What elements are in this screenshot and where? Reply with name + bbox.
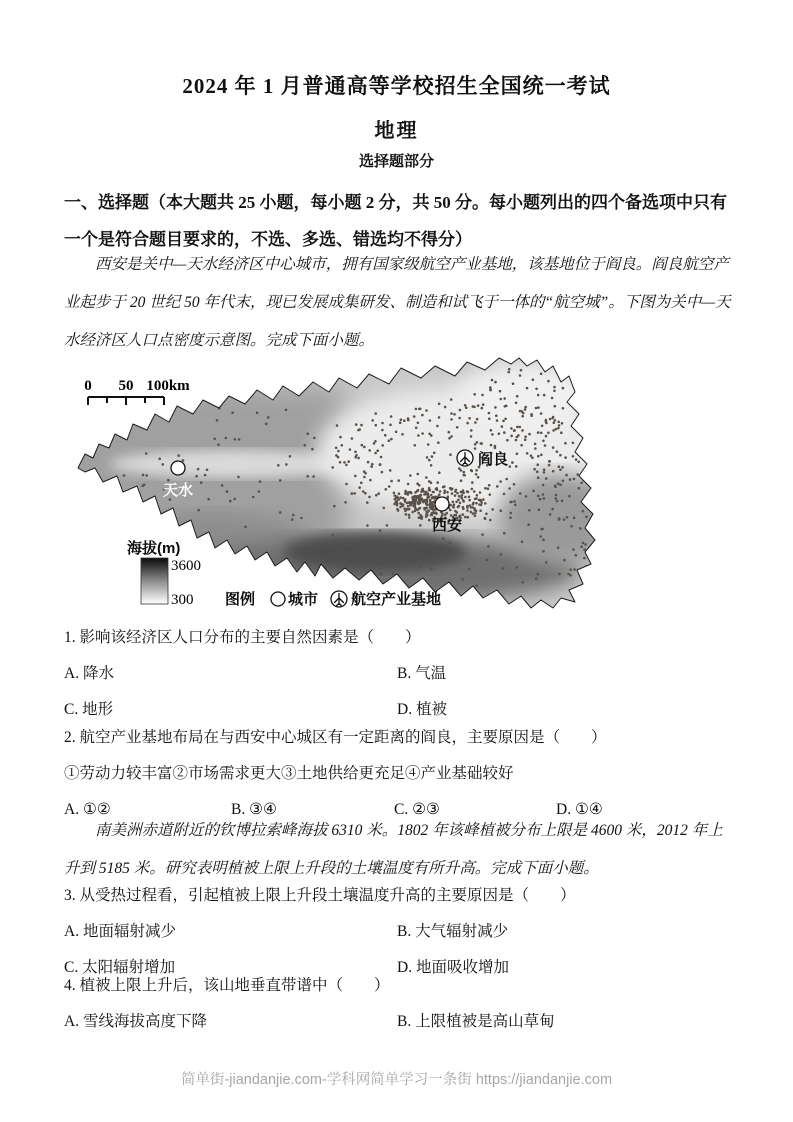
city-marker-tianshui	[171, 461, 185, 475]
elevation-max: 3600	[171, 558, 201, 574]
elevation-min: 300	[171, 592, 194, 608]
elevation-gradient-bar	[141, 558, 168, 604]
page-title: 2024 年 1 月普通高等学校招生全国统一考试	[182, 74, 611, 98]
legend-base-label: 航空产业基地	[351, 591, 442, 608]
section-title: 选择题部分	[358, 154, 434, 170]
question-4-option-a: A. 雪线海拔高度下降	[64, 1013, 207, 1030]
question-3-option-b: B. 大气辐射减少	[397, 923, 509, 940]
question-2-option-b: B. ③④	[231, 801, 277, 818]
elevation-title: 海拔(m)	[127, 540, 181, 557]
footer-watermark	[0, 1068, 793, 1089]
question-1	[64, 620, 736, 728]
question-1-option-a: A. 降水	[64, 665, 114, 682]
scale-bar	[88, 397, 164, 405]
passage-1: 西安是关中—天水经济区中心城市，拥有国家级航空产业基地，该基地位于阎良。阎良航空产业起步于 20 世纪 50 年代末，现已发展成集研发、制造和试飞于一体的“航空城”。下图为关中—天水经济区人口点密度示意图。完成下面小题。	[64, 256, 731, 349]
city-marker-xian	[435, 497, 449, 511]
population-density-map	[75, 356, 635, 620]
subject-title: 地理	[374, 120, 419, 142]
scale-label-0: 0	[84, 378, 92, 394]
instructions: 一、选择题（本大题共 25 小题，每小题 2 分，共 50 分。每小题列出的四个备选项中只有一个是符合题目要求的，不选、多选、错选均不得分）	[64, 193, 727, 249]
question-4-option-b: B. 上限植被是高山草甸	[397, 1013, 555, 1030]
question-2-stem: 2. 航空产业基地布局在与西安中心城区有一定距离的阎良，主要原因是（ ）	[64, 729, 607, 746]
question-1-stem: 1. 影响该经济区人口分布的主要自然因素是（ ）	[64, 629, 421, 646]
question-4-stem: 4. 植被上限上升后，该山地垂直带谱中（ ）	[64, 977, 390, 994]
scale-label-50: 50	[118, 378, 134, 394]
legend-city-label: 城市	[288, 591, 319, 608]
city-label-yanliang: 阎良	[478, 451, 509, 468]
question-3-option-c: C. 太阳辐射增加	[64, 959, 176, 976]
question-2-option-c: C. ②③	[394, 801, 440, 818]
city-label-xian: 西安	[431, 517, 463, 534]
city-label-tianshui: 天水	[162, 482, 194, 499]
question-3-option-a: A. 地面辐射减少	[64, 923, 176, 940]
map-figure	[75, 356, 635, 620]
footer-link[interactable]: 简单街-jiandanjie.com-学科网简单学习一条街 https://jiandanjie.com	[180, 1072, 613, 1088]
elevation-legend	[127, 539, 201, 608]
question-1-option-c: C. 地形	[64, 701, 114, 718]
scale-label-100km: 100km	[146, 378, 190, 394]
question-1-option-b: B. 气温	[397, 665, 447, 682]
question-2-choices-line: ①劳动力较丰富②市场需求更大③土地供给更充足④产业基础较好	[64, 765, 514, 782]
legend-title: 图例	[225, 591, 256, 608]
question-1-option-d: D. 植被	[397, 701, 447, 718]
question-3-stem: 3. 从受热过程看，引起植被上限上升段土壤温度升高的主要原因是（ ）	[64, 887, 576, 904]
aviation-base-marker-yanliang	[457, 450, 473, 466]
city-legend-icon	[271, 592, 285, 606]
question-2-option-a: A. ①②	[64, 801, 111, 818]
passage-2: 南美洲赤道附近的钦博拉索峰海拔 6310 米。1802 年该峰植被分布上限是 4600 米，2012 年上升到 5185 米。研究表明植被上限上升段的土壤温度有所升高。完成下面小题。	[64, 822, 723, 877]
question-4	[64, 968, 736, 1040]
map-legend	[225, 590, 441, 608]
question-3-option-d: D. 地面吸收增加	[397, 959, 509, 976]
question-2-option-d: D. ①④	[556, 801, 603, 818]
aviation-base-legend-icon	[331, 591, 347, 607]
